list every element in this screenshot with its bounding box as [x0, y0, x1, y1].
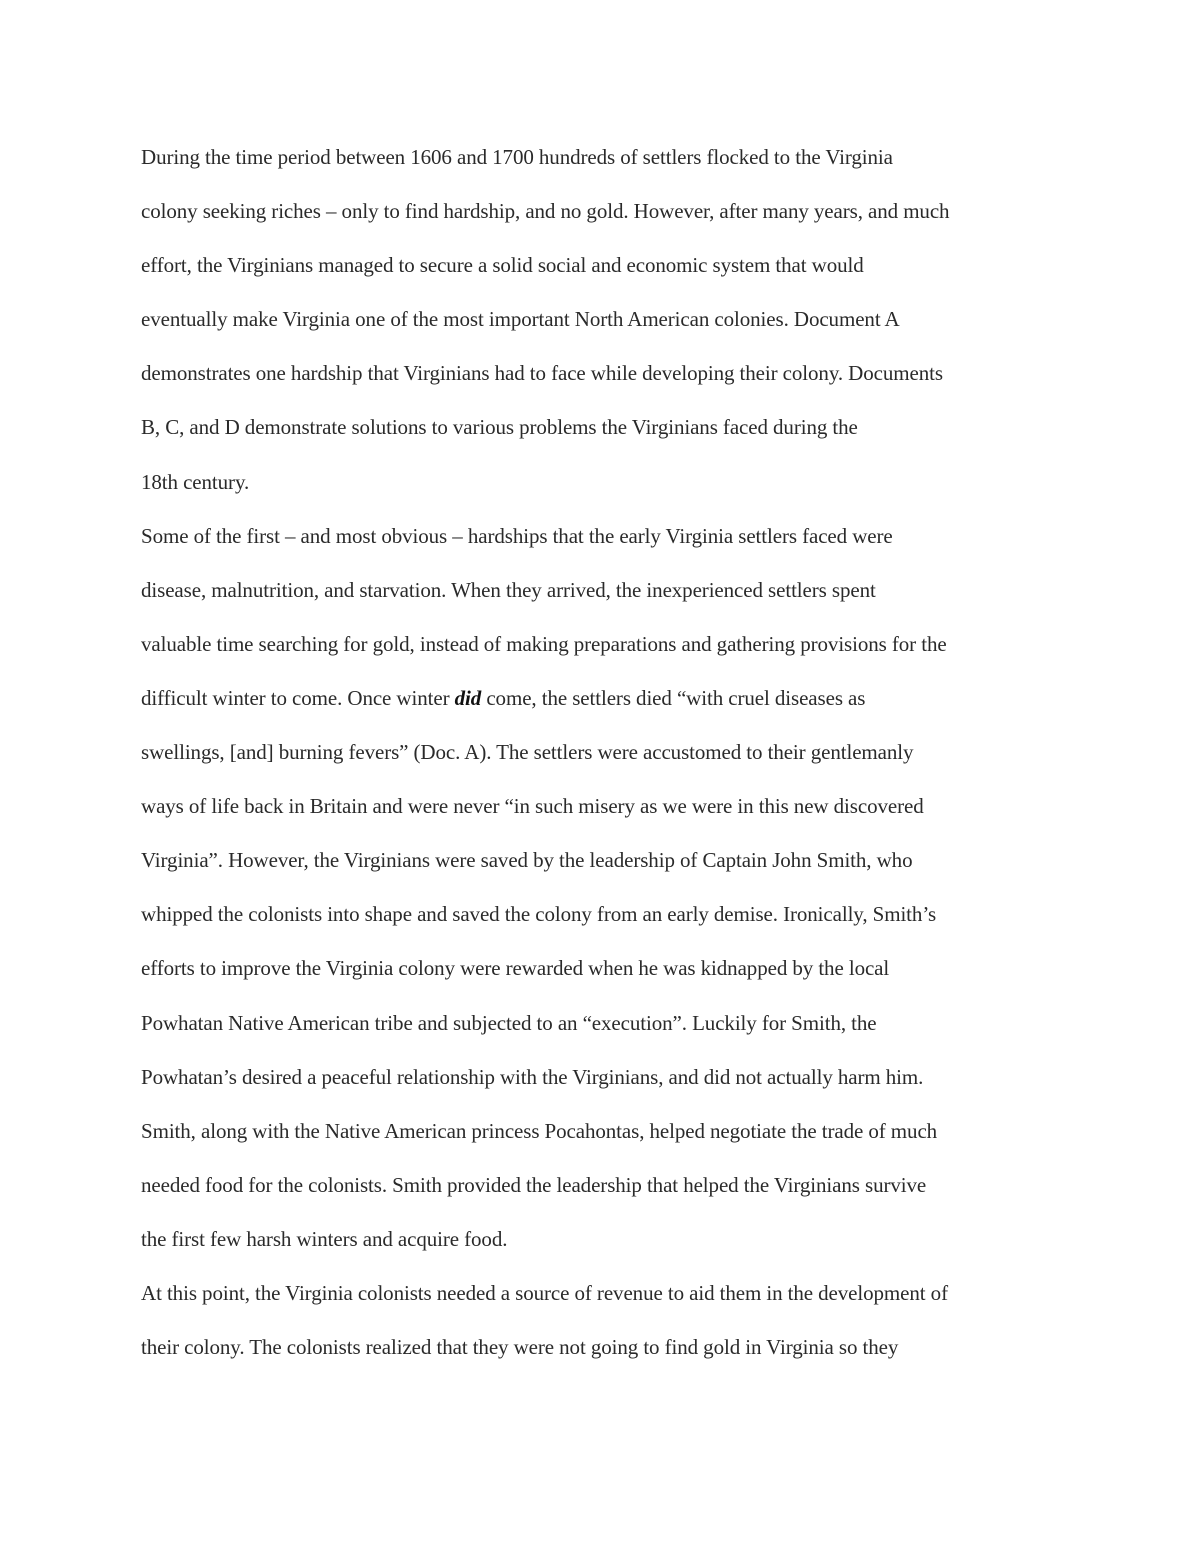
text-line: Powhatan Native American tribe and subjected to an “execution”. Luckily for Smith, the [141, 1010, 877, 1035]
text-line: needed food for the colonists. Smith provided the leadership that helped the Virginians survive [141, 1172, 927, 1197]
text-line: Powhatan’s desired a peaceful relationship with the Virginians, and did not actually harm him. [141, 1064, 924, 1089]
text-segment: difficult winter to come. Once winter [141, 685, 455, 710]
text-line: 18th century. [141, 469, 250, 494]
text-line: valuable time searching for gold, instead of making preparations and gathering provisions for the [141, 631, 947, 656]
text-line: colony seeking riches – only to find hardship, and no gold. However, after many years, and much [141, 199, 950, 224]
text-line: ways of life back in Britain and were never “in such misery as we were in this new discovered [141, 794, 924, 819]
text-line: Some of the first – and most obvious – hardships that the early Virginia settlers faced were [141, 523, 893, 548]
text-line: B, C, and D demonstrate solutions to various problems the Virginians faced during the [141, 415, 858, 440]
text-line: demonstrates one hardship that Virginians had to face while developing their colony. Documents [141, 361, 943, 386]
body-text [141, 130, 1081, 1374]
text-line: Smith, along with the Native American princess Pocahontas, helped negotiate the trade of much [141, 1118, 938, 1143]
text-line: Virginia”. However, the Virginians were saved by the leadership of Captain John Smith, who [141, 848, 913, 873]
text-line: efforts to improve the Virginia colony were rewarded when he was kidnapped by the local [141, 956, 890, 981]
text-line: disease, malnutrition, and starvation. When they arrived, the inexperienced settlers spent [141, 577, 876, 602]
text-line: effort, the Virginians managed to secure a solid social and economic system that would [141, 253, 864, 278]
text-line [141, 671, 1081, 725]
text-line: whipped the colonists into shape and saved the colony from an early demise. Ironically, Smith’s [141, 902, 937, 927]
text-line: During the time period between 1606 and 1700 hundreds of settlers flocked to the Virginia [141, 145, 893, 169]
text-line: their colony. The colonists realized that they were not going to find gold in Virginia so they [141, 1335, 899, 1360]
text-line: eventually make Virginia one of the most important North American colonies. Document A [141, 307, 900, 332]
text-line: the first few harsh winters and acquire food. [141, 1226, 508, 1251]
text-line: swellings, [and] burning fevers” (Doc. A). The settlers were accustomed to their gentlemanly [141, 740, 914, 765]
emphasized-word: did [454, 685, 482, 710]
text-segment: come, the settlers died “with cruel diseases as [481, 685, 866, 710]
text-line: At this point, the Virginia colonists needed a source of revenue to aid them in the development of [141, 1280, 948, 1305]
